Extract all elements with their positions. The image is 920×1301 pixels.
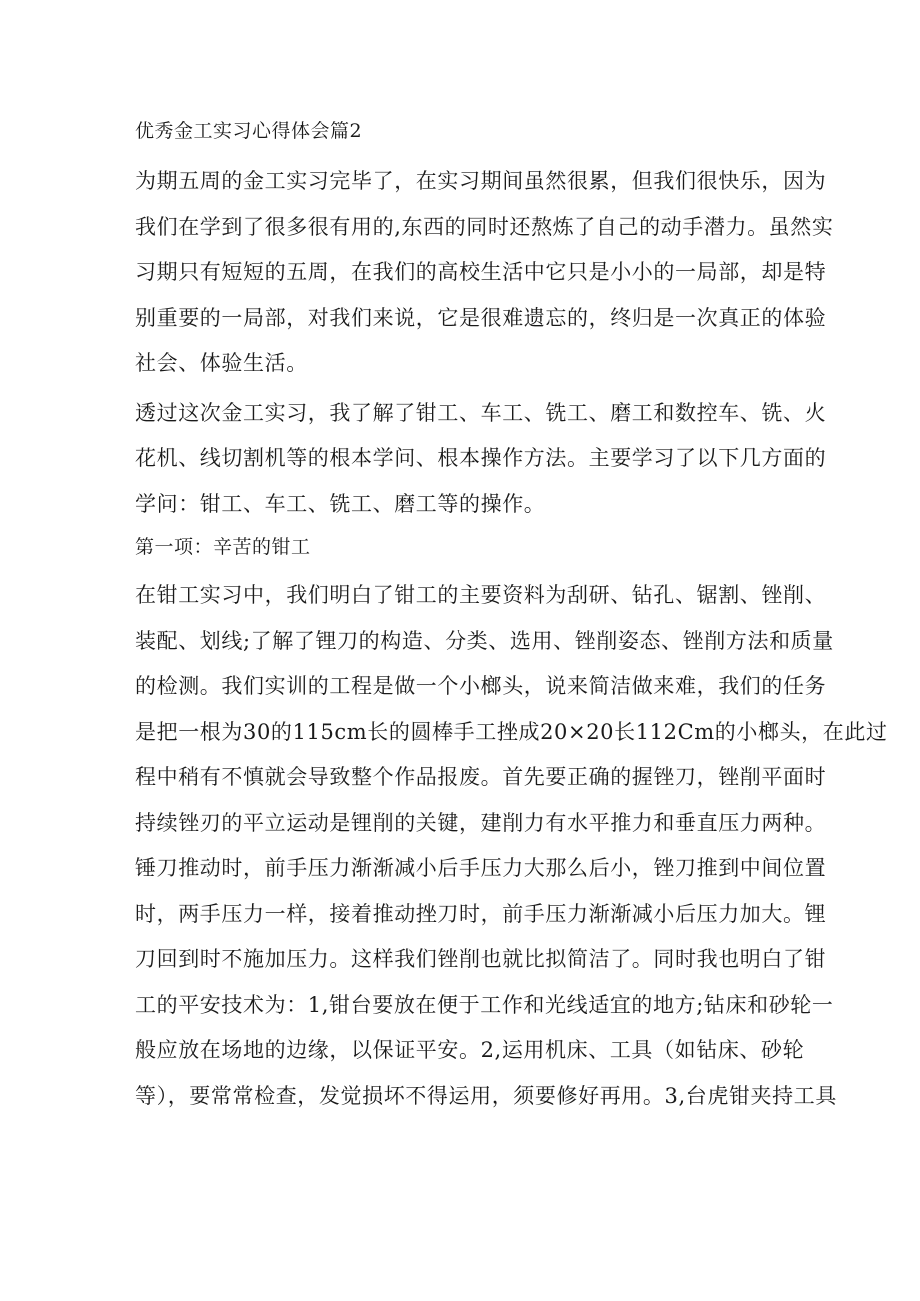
text-line: 花机、线切割机等的根本学问、根本操作方法。主要学习了以下几方面的 [135,446,827,470]
paragraph-overview [135,391,827,528]
text-line: 持续锉刃的平立运动是锂削的关键，建削力有水平推力和垂直压力两种。 [135,810,827,835]
text-line: 等），要常常检查，发觉损坏不得运用，须要修好再用。3,台虎钳夹持工具 [135,1083,837,1108]
text-line: 工的平安技术为：1,钳台要放在便于工作和光线适宜的地方;钻床和砂轮一 [135,992,834,1017]
text-line: 的检测。我们实训的工程是做一个小榔头，说来简洁做来难，我们的任务 [135,674,827,698]
document-body [135,117,888,1123]
paragraph-fitter [135,573,888,1119]
text-line: 为期五周的金工实习完毕了，在实习期间虽然很累，但我们很快乐，因为 [135,169,827,193]
text-line: 锤刀推动时，前手压力渐渐减小后手压力大那么后小，锉刀推到中间位置 [135,856,827,880]
document-title: 优秀金工实习心得体会篇2 [135,120,363,142]
text-line: 透过这次金工实习，我了解了钳工、车工、铣工、磨工和数控车、铣、火 [135,400,827,425]
text-line: 习期只有短短的五周，在我们的高校生活中它只是小小的一局部，却是特 [135,260,827,284]
text-line: 社会、体验生活。 [135,351,308,375]
text-line: 刀回到时不施加压力。这样我们锉削也就比拟简洁了。同时我也明白了钳 [135,947,827,971]
text-line: 我们在学到了很多很有用的,东西的同时还熬炼了自己的动手潜力。虽然实 [135,214,834,239]
text-line: 程中稍有不慎就会导致整个作品报废。首先要正确的握锉刀，锉削平面时 [135,765,827,789]
paragraph-intro [135,159,834,387]
text-line: 学问：钳工、车工、铣工、磨工等的操作。 [135,491,546,516]
text-line: 时，两手压力一样，接着推动挫刀时，前手压力渐渐减小后压力加大。锂 [135,901,827,926]
text-line: 别重要的一局部，对我们来说，它是很难遗忘的，终归是一次真正的体验 [135,305,827,330]
section-heading: 第一项：辛苦的钳工 [135,536,311,558]
text-line: 是把一根为30的115cm长的圆棒手工挫成20×20长112Cm的小榔头，在此过 [135,719,888,744]
text-line: 在钳工实习中，我们明白了钳工的主要资料为刮研、钻孔、锯割、锉削、 [135,583,827,607]
text-line: 装配、划线;了解了锂刀的构造、分类、选用、锉削姿态、锉削方法和质量 [135,628,834,653]
text-line: 般应放在场地的边缘，以保证平安。2,运用机床、工具（如钻床、砂轮 [135,1038,805,1062]
